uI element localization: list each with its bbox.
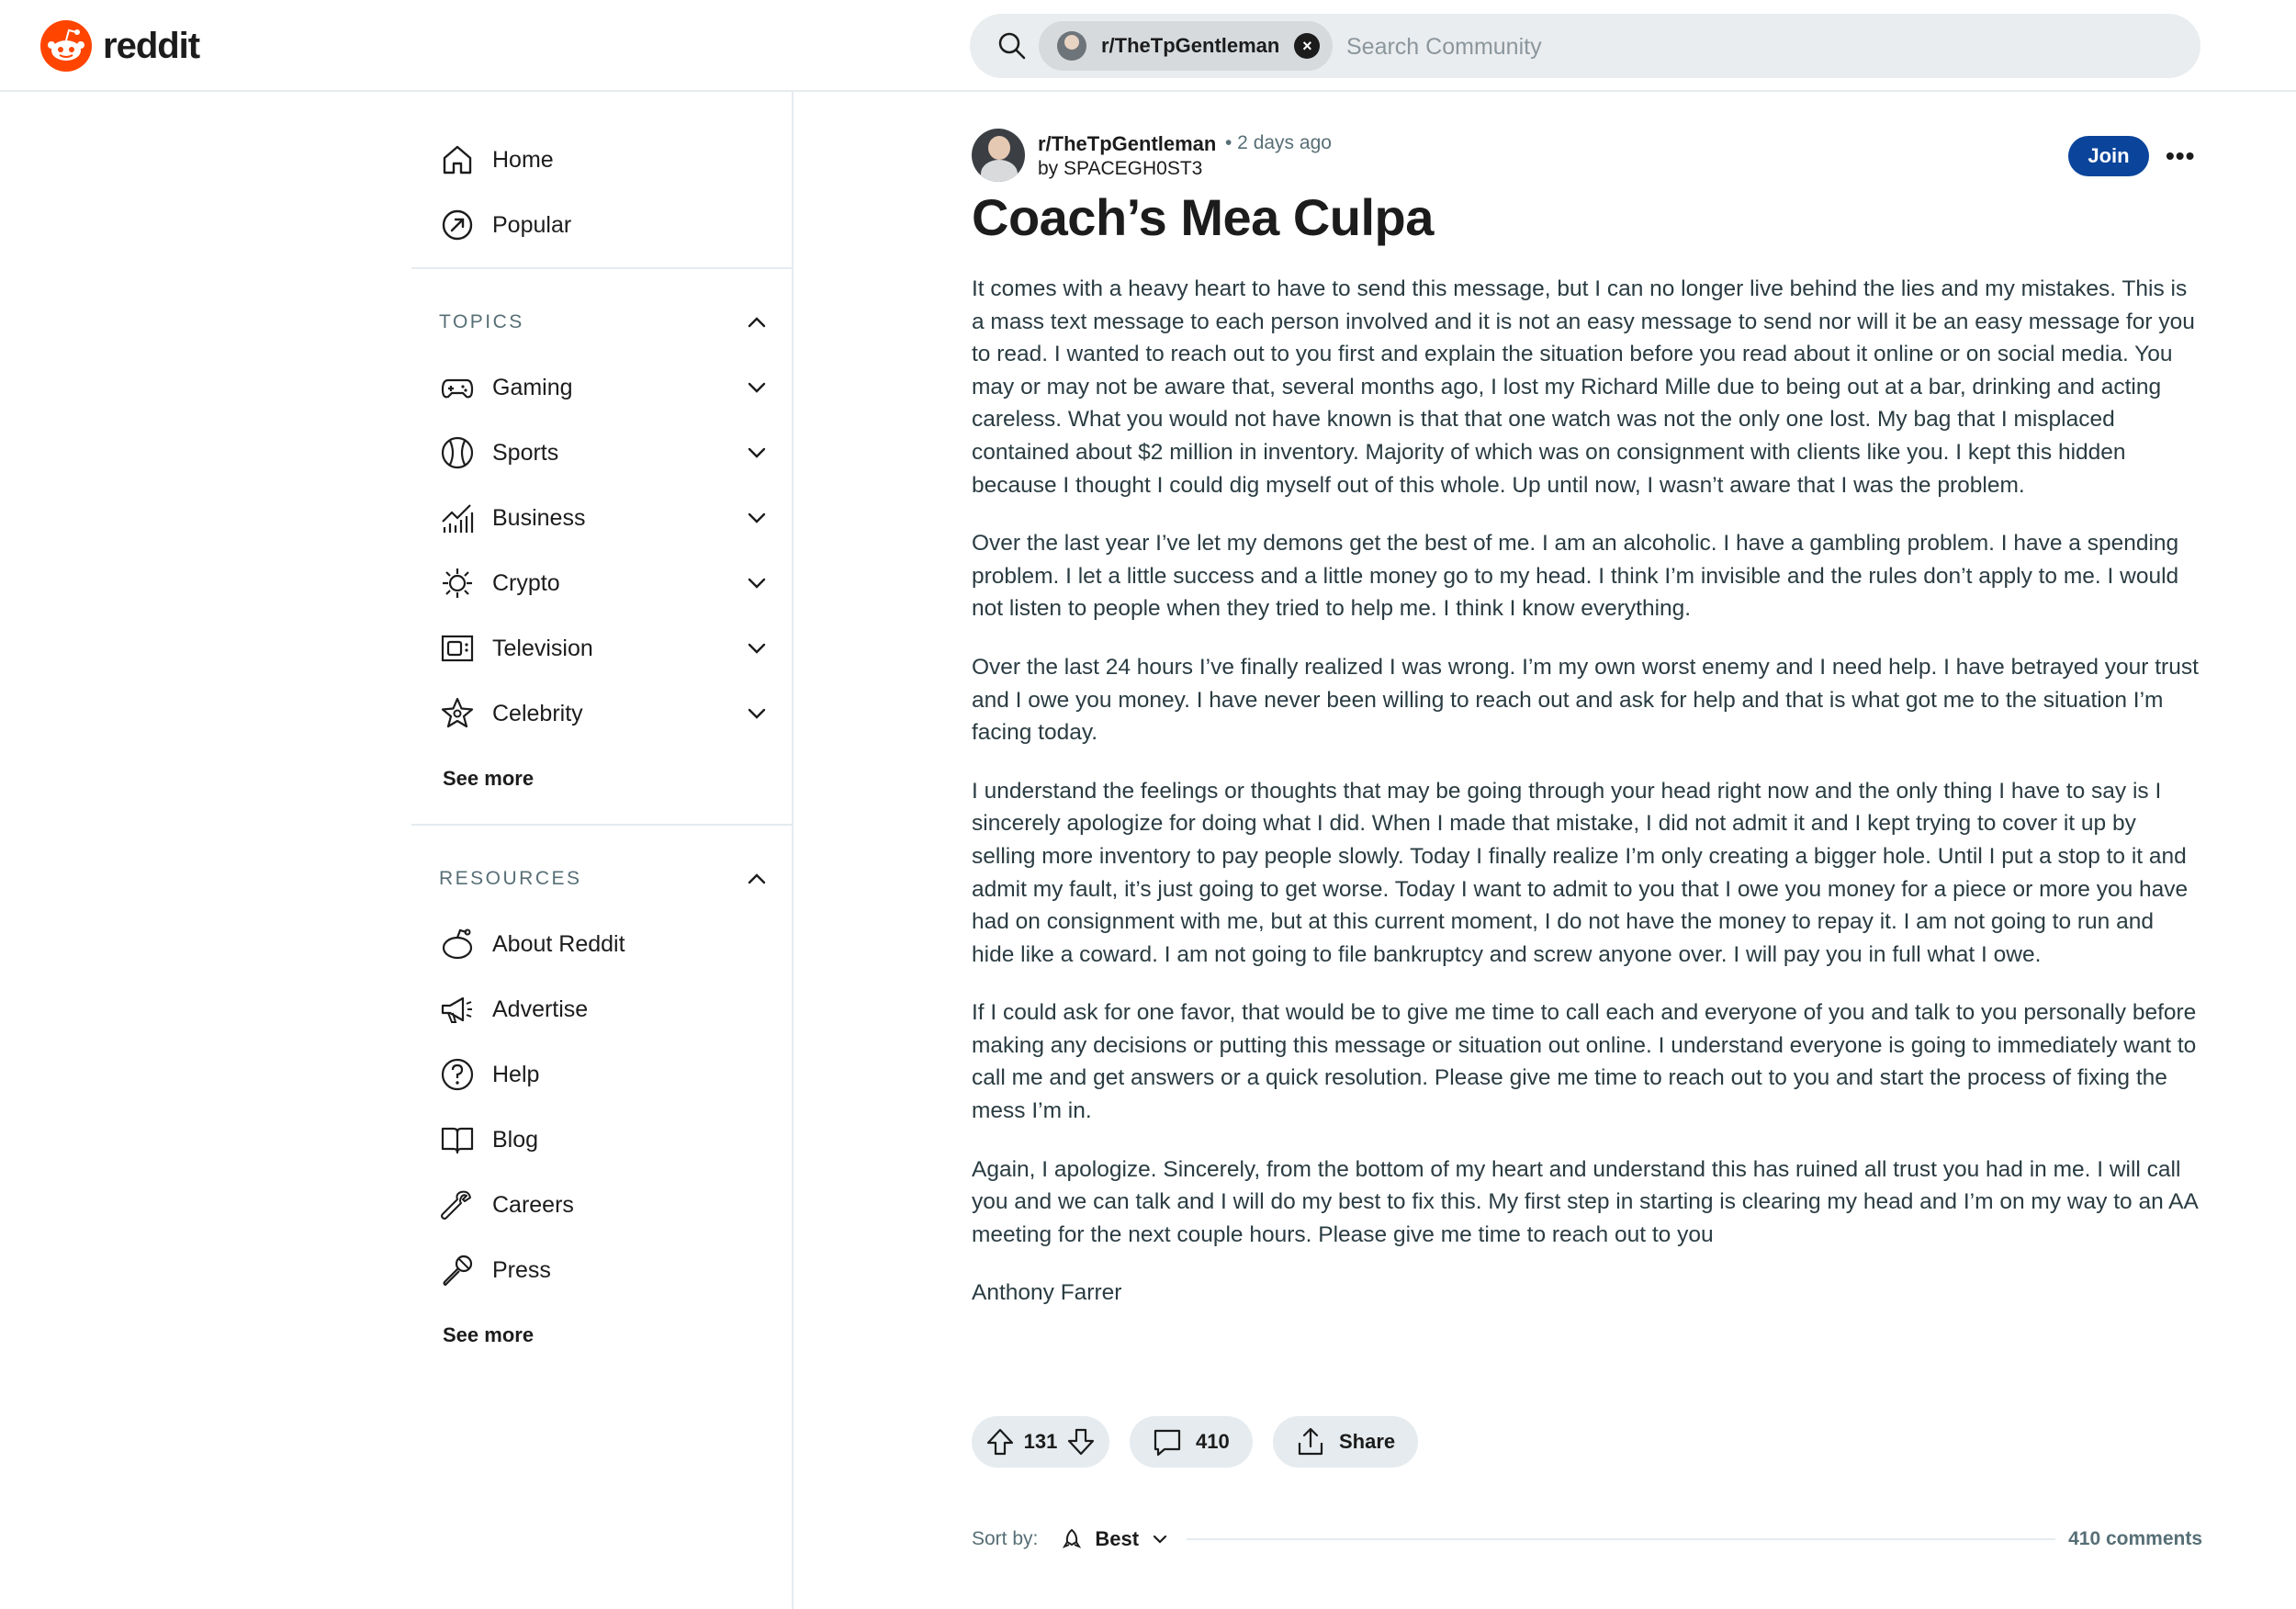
chart-icon: [439, 500, 476, 536]
sidebar-item-label: Gaming: [492, 374, 573, 400]
chevron-down-icon: [744, 701, 770, 726]
sidebar-item-label: Sports: [492, 439, 559, 466]
comment-sort-row: [972, 1521, 2202, 1558]
chevron-down-icon: [744, 505, 770, 531]
reddit-logo[interactable]: [40, 20, 199, 72]
sidebar-item-gaming[interactable]: [439, 360, 770, 415]
top-header: [0, 0, 2296, 92]
post-time: • 2 days ago: [1225, 132, 1332, 153]
share-label: Share: [1339, 1430, 1396, 1453]
sidebar-item-television[interactable]: [439, 621, 770, 676]
help-icon: [439, 1056, 476, 1093]
sidebar-item-crypto[interactable]: [439, 556, 770, 611]
sidebar-item-label: Business: [492, 504, 586, 531]
vote-control: [972, 1416, 1109, 1468]
more-options-icon[interactable]: •••: [2166, 141, 2196, 170]
sidebar-item-business[interactable]: [439, 490, 770, 546]
post-paragraph: Over the last year I’ve let my demons get the best of me. I am an alcoholic. I have a gambling problem. I have a spending problem. I let a little success and a little money go to my head. I think I’m invisible and the rules don’t apply to me. I would not listen to people when they tried to help me. I think I know everything.: [972, 531, 2179, 622]
subreddit-link[interactable]: r/TheTpGentleman: [1038, 132, 1217, 155]
post-paragraph: Over the last 24 hours I’ve finally realized I was wrong. I’m my own worst enemy and I need help. I have betrayed your trust and I owe you money. I have never been willing to reach out and ask for help and that is what got me to the situation I’m facing today.: [972, 654, 2199, 746]
sidebar-item-label: Advertise: [492, 996, 589, 1022]
downvote-icon[interactable]: [1065, 1426, 1097, 1457]
share-icon: [1295, 1426, 1326, 1457]
reddit-snoo-icon: [40, 20, 92, 72]
crypto-icon: [439, 565, 476, 602]
sidebar-item-label: Television: [492, 635, 593, 661]
vote-count: 131: [1023, 1430, 1058, 1453]
sidebar-item-label: Press: [492, 1256, 551, 1283]
microphone-icon: [439, 1252, 476, 1288]
topics-see-more-button[interactable]: See more: [443, 767, 535, 790]
post-author[interactable]: by SPACEGH0ST3: [1038, 158, 1203, 179]
comment-count-label: 410: [1196, 1430, 1230, 1453]
resources-header[interactable]: [439, 861, 770, 897]
comments-button[interactable]: [1130, 1416, 1253, 1468]
sidebar-item-label: About Reddit: [492, 930, 625, 957]
post-paragraph: If I could ask for one favor, that would be to give me time to call each and everyone of you and talk to you personally before making any decisions or putting this message or situation out online. I understand everyone is going to immediately want to call me and get answers or a quick resolution. Please give me time to reach out to you and start the process of fixing the mess I’m in.: [972, 1000, 2197, 1124]
sidebar-item-label: Crypto: [492, 569, 560, 596]
community-chip-label: r/TheTpGentleman: [1101, 34, 1280, 57]
sort-label: Sort by:: [972, 1528, 1039, 1549]
sidebar-item-label: Blog: [492, 1126, 539, 1153]
chevron-down-icon: [744, 570, 770, 596]
sidebar-item-sports[interactable]: [439, 425, 770, 480]
post-meta: [972, 129, 2202, 184]
reddit-head-icon: [439, 926, 476, 962]
wrench-icon: [439, 1187, 476, 1223]
post-title: Coach’s Mea Culpa: [972, 188, 1434, 246]
join-button[interactable]: Join: [2068, 136, 2149, 176]
sidebar-item-careers[interactable]: [439, 1177, 574, 1232]
post-actions: [972, 1416, 1418, 1468]
post-body: [972, 273, 2202, 1335]
home-icon: [439, 141, 476, 178]
sidebar-item-label: Help: [492, 1061, 540, 1087]
sidebar-item-about-reddit[interactable]: [439, 917, 625, 972]
resources-heading: RESOURCES: [439, 868, 582, 889]
share-button[interactable]: [1273, 1416, 1418, 1468]
divider: [411, 267, 792, 269]
search-bar[interactable]: [970, 14, 2200, 78]
popular-icon: [439, 207, 476, 243]
comment-icon: [1152, 1426, 1183, 1457]
sidebar-item-home[interactable]: [439, 132, 554, 187]
logo-text: reddit: [103, 25, 200, 66]
left-sidebar: [411, 92, 792, 1609]
chevron-down-icon: [744, 440, 770, 466]
search-icon: [996, 29, 1029, 62]
megaphone-icon: [439, 991, 476, 1028]
tv-icon: [439, 630, 476, 667]
topics-heading: TOPICS: [439, 311, 524, 332]
chevron-down-icon: [744, 636, 770, 661]
sidebar-item-help[interactable]: [439, 1047, 539, 1102]
sidebar-item-label: Home: [492, 146, 554, 173]
post-paragraph: It comes with a heavy heart to have to send this message, but I can no longer live behind the lies and my mistakes. This is a mass text message to each person involved and it is not an easy message to send nor will it be an easy message for you to read. I wanted to reach out to you first and explain the situation before you read about it online or on social media. You may or may not be aware that, several months ago, I lost my Richard Mille due to being out at a bar, drinking and acting careless. What you would not have known is that that one watch was not the only one lost. My bag that I misplaced contained about $2 million in inventory. Majority of which was on consignment with clients like you. I kept this hidden because I thought I could dig myself out of this whole. Up until now, I wasn’t aware that I was the problem.: [972, 276, 2195, 498]
star-icon: [439, 695, 476, 732]
comment-count: 410 comments: [2068, 1528, 2202, 1549]
post-signature: Anthony Farrer: [972, 1280, 1122, 1306]
chevron-up-icon: [744, 309, 770, 335]
book-icon: [439, 1121, 476, 1158]
subreddit-avatar[interactable]: [972, 129, 1025, 182]
divider: [1187, 1538, 2055, 1540]
chevron-up-icon: [744, 866, 770, 892]
rocket-icon: [1060, 1527, 1084, 1551]
search-input[interactable]: [1345, 14, 2175, 80]
post-paragraph: Again, I apologize. Sincerely, from the bottom of my heart and understand this has ruined all trust you had in me. I will call you and we can talk and I will do my best to fix this. My first step in starting is clearing my head and I’m on my way to an AA meeting for the next couple hours. Please give me time to reach out to you: [972, 1156, 2198, 1247]
sidebar-item-label: Careers: [492, 1191, 574, 1218]
gamepad-icon: [439, 369, 476, 406]
close-icon[interactable]: ×: [1294, 33, 1320, 59]
community-chip[interactable]: [1039, 21, 1333, 71]
sidebar-item-blog[interactable]: [439, 1112, 538, 1167]
sort-value: Best: [1095, 1527, 1140, 1550]
topics-header[interactable]: [439, 304, 770, 341]
divider: [411, 824, 792, 826]
resources-see-more-button[interactable]: See more: [443, 1323, 535, 1346]
sidebar-item-celebrity[interactable]: [439, 686, 770, 741]
sidebar-item-label: Popular: [492, 211, 572, 238]
sidebar-divider: [792, 92, 793, 1609]
sidebar-item-press[interactable]: [439, 1243, 551, 1298]
post-paragraph: I understand the feelings or thoughts that may be going through your head right now and the only thing I have to say is I sincerely apologize for doing what I did. When I made that mistake, I did not admit it and I kept trying to cover it up by selling more inventory to pay people slowly. Today I finally realize I’m only creating a bigger hole. Until I put a stop to it and admit my fault, it’s just going to get worse. Today I want to admit to you that I owe you money for a piece or more you have had on consignment with me, but at this current moment, I do not have the money to repay it. I am not going to run and hide like a coward. I am not going to file bankruptcy and screw anyone over. I will pay you in full what I owe.: [972, 778, 2189, 967]
sort-dropdown[interactable]: [1060, 1527, 1170, 1551]
chevron-down-icon: [1150, 1529, 1170, 1549]
sidebar-item-advertise[interactable]: [439, 982, 588, 1037]
upvote-icon[interactable]: [985, 1426, 1016, 1457]
sidebar-item-popular[interactable]: [439, 197, 571, 253]
community-avatar: [1057, 31, 1086, 61]
chevron-down-icon: [744, 375, 770, 400]
sidebar-item-label: Celebrity: [492, 700, 583, 726]
ball-icon: [439, 434, 476, 471]
